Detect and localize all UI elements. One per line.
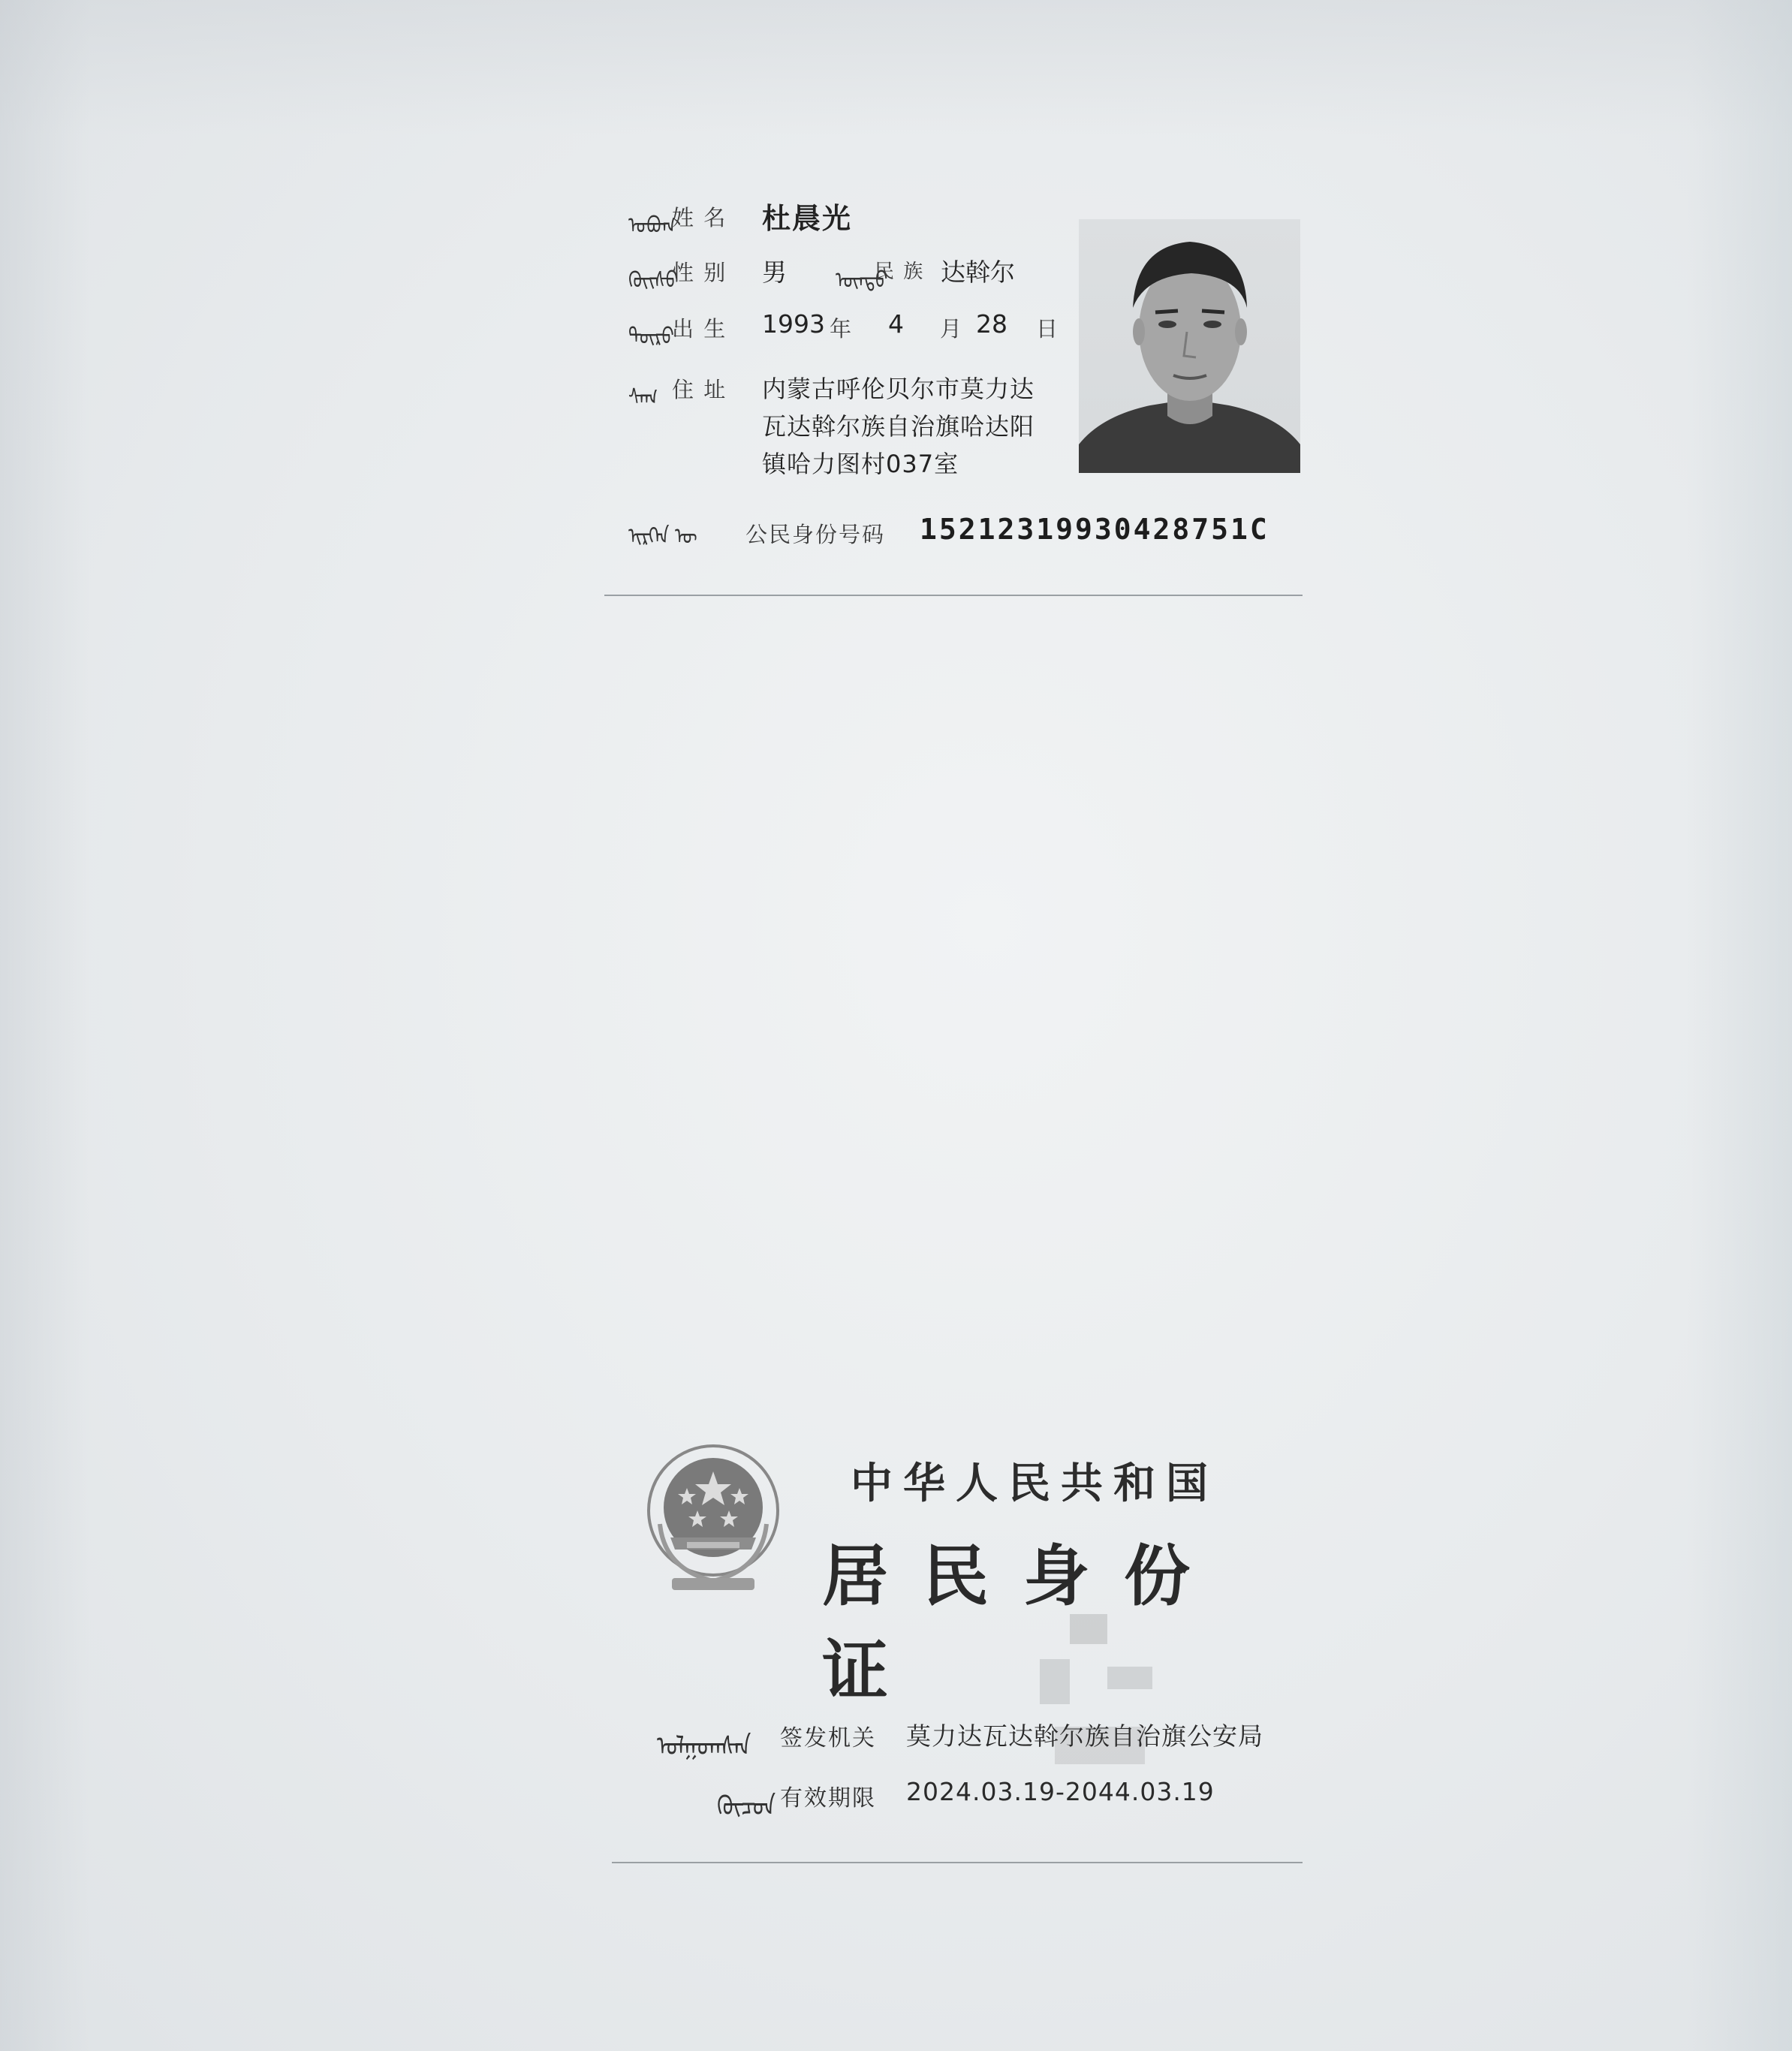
id-mongol-label: ᠢᠷᠭᠡᠨ ᠦ [628,523,697,550]
card-title: 居民身份证 [822,1537,1225,1709]
validity-mongol-label: ᠬᠦᠴᠦᠨ [717,1791,776,1822]
issuer-mongol-label: ᠣᠯᠭᠤᠭᠰᠠᠨ [657,1731,751,1762]
country-name: 中华人民共和国 [851,1459,1218,1508]
scan-shadow-top [0,0,1792,135]
birth-year-unit: 年 [830,316,854,342]
id-card-back [604,1426,1303,1877]
address-line-1: 内蒙古呼伦贝尔市莫力达 [762,375,1035,403]
validity-label: 有效期限 [780,1785,876,1812]
ethnicity-value: 达斡尔 [941,258,1015,287]
portrait-photo [1079,219,1300,473]
ethnicity-mongol-label: ᠦᠨᠳᠦ [836,267,888,294]
birth-label: 出 生 [672,316,727,342]
validity-value: 2024.03.19-2044.03.19 [906,1777,1215,1806]
back-bottom-divider [612,1862,1303,1863]
birth-day: 28 [976,309,1007,339]
ethnicity-label: 民 族 [875,261,925,283]
front-bottom-divider [604,595,1303,596]
address-line-2: 瓦达斡尔族自治旗哈达阳 [762,412,1035,441]
national-emblem-icon [642,1441,785,1599]
address-mongol-label: ᠰᠠᠭ [628,384,658,411]
birth-day-unit: 日 [1036,316,1060,342]
id-card-front [604,180,1303,601]
gender-label: 性 别 [672,260,727,285]
issuer-label: 签发机关 [780,1725,876,1751]
name-value: 杜晨光 [762,202,853,235]
id-number: 15212319930428751C [920,513,1269,546]
faint-watermark [1025,1607,1175,1794]
issuer-value: 莫力达瓦达斡尔族自治旗公安局 [906,1721,1263,1751]
address-label: 住 址 [672,377,727,402]
id-label: 公民身份号码 [745,522,886,547]
address-line-3: 镇哈力图村037室 [762,450,959,478]
name-mongol-label: ᠣᠪᠤᠭ [628,212,676,239]
scan-shadow-left [0,0,90,2051]
gender-mongol-label: ᠬᠦᠢᠰᠦ [628,267,679,294]
birth-month-unit: 月 [940,316,964,342]
birth-mongol-label: ᠲᠦᠷᠦ [628,324,674,350]
birth-month: 4 [888,309,904,339]
scan-shadow-right [1687,0,1792,2051]
gender-value: 男 [762,258,787,287]
birth-year: 1993 [762,309,825,339]
name-label: 姓 名 [672,205,727,230]
